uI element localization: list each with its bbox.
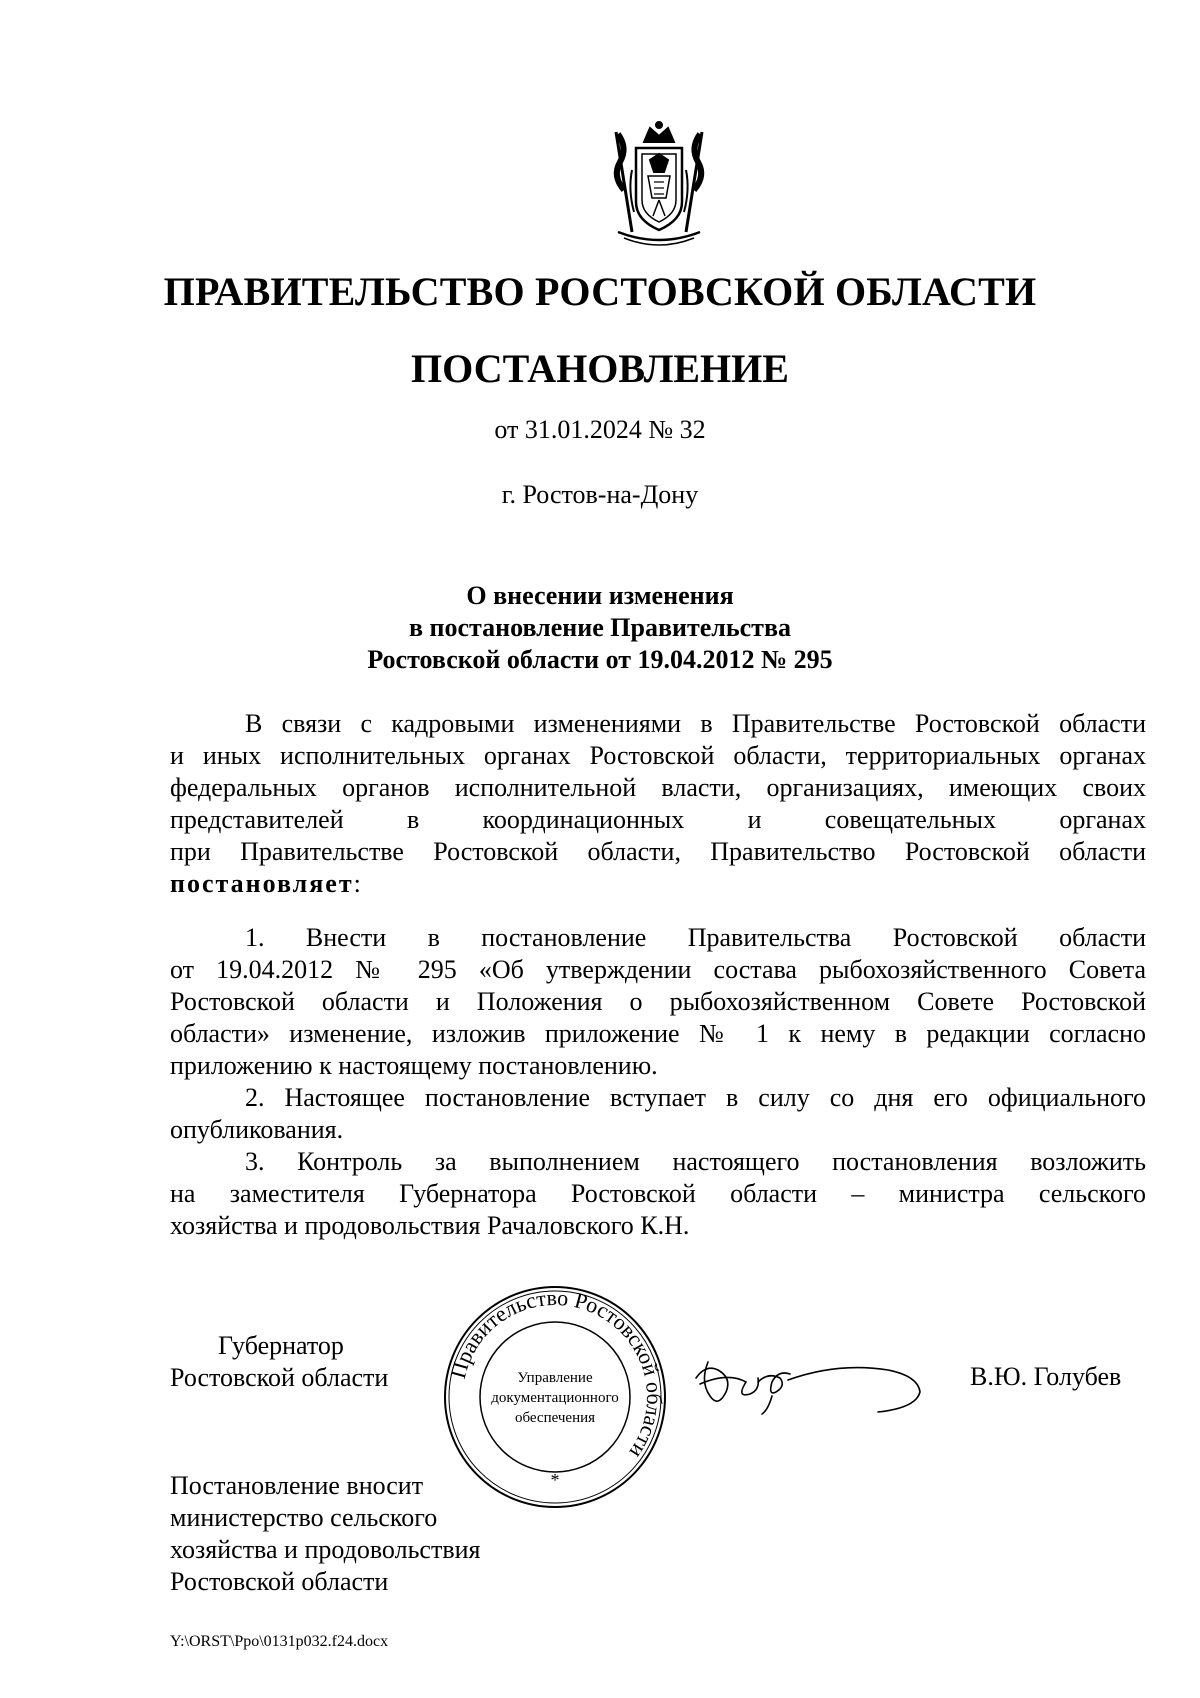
item-line: 1. Внести в постановление Правительства Ростовской области — [245, 923, 1146, 952]
seal-center-line: обеспечения — [514, 1410, 596, 1426]
introduced-by-line: Ростовской области — [170, 1567, 389, 1596]
item-line: 2. Настоящее постановление вступает в силу со дня его официального — [245, 1083, 1146, 1112]
seal-center-line: Управление — [517, 1370, 593, 1386]
seal-star: * — [550, 1470, 560, 1490]
organization-title: ПРАВИТЕЛЬСТВО РОСТОВСКОЙ ОБЛАСТИ — [163, 269, 1037, 314]
footer-file-path: Y:\ORST\Ppo\0131p032.f24.docx — [170, 1633, 389, 1650]
heading-line: в постановление Правительства — [408, 613, 791, 642]
item-1-paragraph — [170, 922, 1146, 1082]
document-type: ПОСТАНОВЛЕНИЕ — [411, 346, 789, 391]
preamble-line: В связи с кадровыми изменениями в Правительстве Ростовской области — [245, 709, 1146, 738]
preamble-line: представителей в координационных и совещательных органах — [170, 805, 1146, 834]
signatory-position — [170, 1330, 388, 1394]
introduced-by-line: хозяйства и продовольствия — [170, 1535, 481, 1564]
item-line: 3. Контроль за выполнением настоящего постановления возложить — [245, 1147, 1146, 1176]
document-heading — [0, 580, 1200, 676]
item-line: от 19.04.2012 № 295 «Об утверждении состава рыбохозяйственного Совета — [170, 955, 1146, 984]
signatory-position-line: Ростовской области — [170, 1363, 389, 1392]
heading-line: О внесении изменения — [466, 581, 734, 610]
seal-center-line: документационного — [491, 1390, 619, 1406]
coat-of-arms-icon — [598, 120, 720, 250]
heading-line: Ростовской области от 19.04.2012 № 295 — [367, 645, 833, 674]
signatory-name: В.Ю. Голубев — [970, 1362, 1122, 1391]
preamble-line: при Правительстве Ростовской области, Правительство Ростовской области — [170, 837, 1146, 866]
introduced-by-line: министерство сельского — [170, 1503, 438, 1532]
preamble-line: и иных исполнительных органах Ростовской области, территориальных органах — [170, 741, 1146, 770]
item-line: приложению к настоящему постановлению. — [170, 1051, 658, 1080]
document-date-number: от 31.01.2024 № 32 — [494, 415, 706, 444]
item-line: опубликования. — [170, 1115, 344, 1144]
item-line: на заместителя Губернатора Ростовской области – министра сельского — [170, 1179, 1146, 1208]
preamble-paragraph — [170, 708, 1146, 900]
introduced-by-block — [170, 1470, 480, 1598]
resolves-colon: : — [353, 869, 361, 898]
item-line: области» изменение, изложив приложение № 1 к нему в редакции согласно — [170, 1019, 1146, 1048]
item-line: Ростовской области и Положения о рыбохозяйственном Совете Ростовской — [170, 987, 1146, 1016]
signatory-position-line: Губернатор — [218, 1331, 344, 1360]
resolves-keyword: постановляет — [170, 869, 354, 898]
item-line: хозяйства и продовольствия Рачаловского К.Н. — [170, 1211, 690, 1240]
preamble-resolves-line — [170, 868, 1146, 900]
item-3-paragraph — [170, 1146, 1146, 1242]
introduced-by-line: Постановление вносит — [170, 1471, 424, 1500]
document-place: г. Ростов-на-Дону — [501, 480, 699, 509]
preamble-line: федеральных органов исполнительной власти, организациях, имеющих своих — [170, 773, 1146, 802]
seal-ring-text-path: Правительство Ростовской области — [445, 1284, 668, 1464]
handwritten-signature — [688, 1352, 938, 1422]
item-2-paragraph — [170, 1082, 1146, 1146]
